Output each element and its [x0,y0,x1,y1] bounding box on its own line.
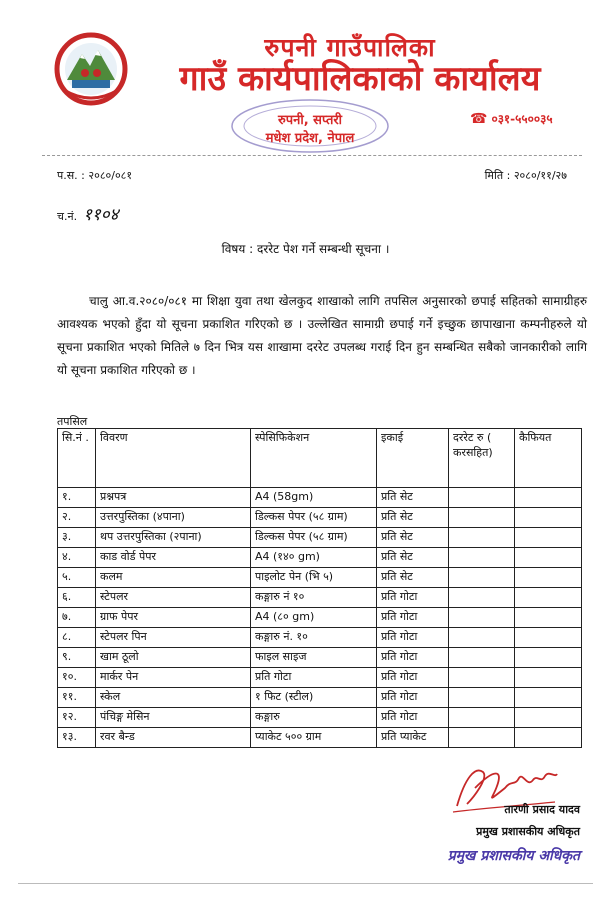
signatory-role: प्रमुख प्रशासकीय अधिकृत [476,825,580,838]
phone-number [470,110,553,127]
col-header-specification: स्पेसिफिकेशन [251,429,377,488]
table-row [58,608,582,628]
municipality-name: रुपनी गाउँपालिका [264,33,436,62]
dispatch-number-value: ११०४ [83,205,119,225]
cell-description: स्टेपलर [96,588,251,608]
cell-sn: ११. [58,688,96,708]
cell-sn: १३. [58,728,96,748]
cell-sn: ४. [58,548,96,568]
cell-specification: A4 (८० gm) [251,608,377,628]
table-header-row [58,429,582,488]
cell-description: काड वोर्ड पेपर [96,548,251,568]
cell-unit: प्रति गोटा [377,648,449,668]
col-header-sn: सि.नं . [58,429,96,488]
cell-remarks [515,708,582,728]
cell-sn: ६. [58,588,96,608]
cell-specification: पाइलोट पेन (भि ५) [251,568,377,588]
cell-sn: २. [58,508,96,528]
cell-rate [449,488,515,508]
dispatch-number-label: च.नं. [57,210,78,223]
table-caption: तपसिल [57,415,88,428]
cell-rate [449,588,515,608]
table-row [58,548,582,568]
cell-remarks [515,608,582,628]
cell-remarks [515,688,582,708]
cell-unit: प्रति सेट [377,568,449,588]
table-row [58,668,582,688]
cell-unit: प्रति सेट [377,488,449,508]
cell-rate [449,728,515,748]
cell-sn: १. [58,488,96,508]
table-row [58,488,582,508]
footer-divider [18,883,593,884]
table-row [58,508,582,528]
cell-description: खाम ठूलो [96,648,251,668]
cell-specification: डिल्कस पेपर (५८ ग्राम) [251,528,377,548]
cell-rate [449,628,515,648]
cell-rate [449,528,515,548]
cell-unit: प्रति सेट [377,528,449,548]
cell-description: पंचिङ्ग मेसिन [96,708,251,728]
cell-description: ग्राफ पेपर [96,608,251,628]
cell-rate [449,668,515,688]
cell-remarks [515,588,582,608]
cell-sn: ९. [58,648,96,668]
telephone-icon: ☎ [470,111,488,127]
cell-unit: प्रति गोटा [377,708,449,728]
phone-text: ०३१-५५००३५ [491,112,553,126]
cell-unit: प्रति प्याकेट [377,728,449,748]
letter-date: मिति : २०८०/११/२७ [484,169,567,182]
cell-description: कलम [96,568,251,588]
cell-remarks [515,548,582,568]
cell-remarks [515,628,582,648]
cell-unit: प्रति सेट [377,508,449,528]
table-row [58,728,582,748]
cell-unit: प्रति गोटा [377,688,449,708]
table-row [58,628,582,648]
cell-description: प्रश्नपत्र [96,488,251,508]
table-row [58,568,582,588]
cell-remarks [515,648,582,668]
address-line-1: रुपनी, सप्तरी [277,113,343,128]
cell-specification: १ फिट (स्टील) [251,688,377,708]
cell-unit: प्रति गोटा [377,588,449,608]
table-row [58,528,582,548]
col-header-remarks: कैफियत [515,429,582,488]
cell-remarks [515,668,582,688]
table-row [58,688,582,708]
cell-sn: १०. [58,668,96,688]
table-row [58,588,582,608]
header-divider [42,155,582,156]
designation-seal: प्रमुख प्रशासकीय अधिकृत [447,848,580,864]
cell-sn: १२. [58,708,96,728]
cell-specification: प्याकेट ५०० ग्राम [251,728,377,748]
cell-specification: कङ्गारु [251,708,377,728]
cell-remarks [515,568,582,588]
cell-sn: ७. [58,608,96,628]
cell-rate [449,608,515,628]
cell-description: मार्कर पेन [96,668,251,688]
cell-remarks [515,488,582,508]
cell-sn: ८. [58,628,96,648]
cell-rate [449,508,515,528]
cell-specification: कङ्गारु नं. १० [251,628,377,648]
cell-description: उत्तरपुस्तिका (४पाना) [96,508,251,528]
table-row [58,708,582,728]
cell-specification: फाइल साइज [251,648,377,668]
cell-specification: प्रति गोटा [251,668,377,688]
cell-specification: A4 (58gm) [251,488,377,508]
cell-rate [449,568,515,588]
cell-rate [449,548,515,568]
nepal-government-emblem-icon [52,30,130,108]
cell-specification: डिल्कस पेपर (५८ ग्राम) [251,508,377,528]
cell-rate [449,688,515,708]
ps-number: प.स. : २०८०/०८१ [57,169,133,182]
dispatch-number [57,202,118,225]
cell-description: स्केल [96,688,251,708]
cell-remarks [515,528,582,548]
cell-description: स्टेपलर पिन [96,628,251,648]
cell-unit: प्रति गोटा [377,608,449,628]
items-table [57,428,582,748]
cell-remarks [515,728,582,748]
cell-specification: A4 (१४० gm) [251,548,377,568]
cell-sn: ५. [58,568,96,588]
cell-unit: प्रति गोटा [377,668,449,688]
col-header-description: विवरण [96,429,251,488]
cell-sn: ३. [58,528,96,548]
cell-description: थप उत्तरपुस्तिका (२पाना) [96,528,251,548]
address-line-2: मधेश प्रदेश, नेपाल [265,131,355,146]
cell-rate [449,708,515,728]
table-row [58,648,582,668]
cell-specification: कङ्गारु नं १० [251,588,377,608]
cell-unit: प्रति गोटा [377,628,449,648]
office-title: गाउँ कार्यपालिकाको कार्यालय [179,59,541,99]
cell-remarks [515,508,582,528]
col-header-rate: दररेट रु ( करसहित) [449,429,515,488]
subject-line: विषय : दररेट पेश गर्ने सम्बन्धी सूचना । [221,242,390,256]
cell-description: रवर बैन्ड [96,728,251,748]
signatory-name: तारणी प्रसाद यादव [504,803,580,816]
notice-body: चालु आ.व.२०८०/०८१ मा शिक्षा युवा तथा खेलकुद शाखाको लागि तपसिल अनुसारको छपाई सहितको सामाग्रीहरु आवश्यक भएको हुँदा यो सूचना प्रकाशित गरिएको छ । उल्लेखित सामाग्री छपाई गर्ने इच्छुक छापाखाना कम्पनीहरुले यो सूचना प्रकाशित भएको मितिले ७ दिन भित्र यस शाखामा दररेट उपलब्ध गराई दिन हुन सम्बन्धित सबैको जानकारीको लागि यो सूचना प्रकाशित गरिएको छ । [57,294,587,377]
col-header-unit: इकाई [377,429,449,488]
cell-rate [449,648,515,668]
cell-unit: प्रति सेट [377,548,449,568]
